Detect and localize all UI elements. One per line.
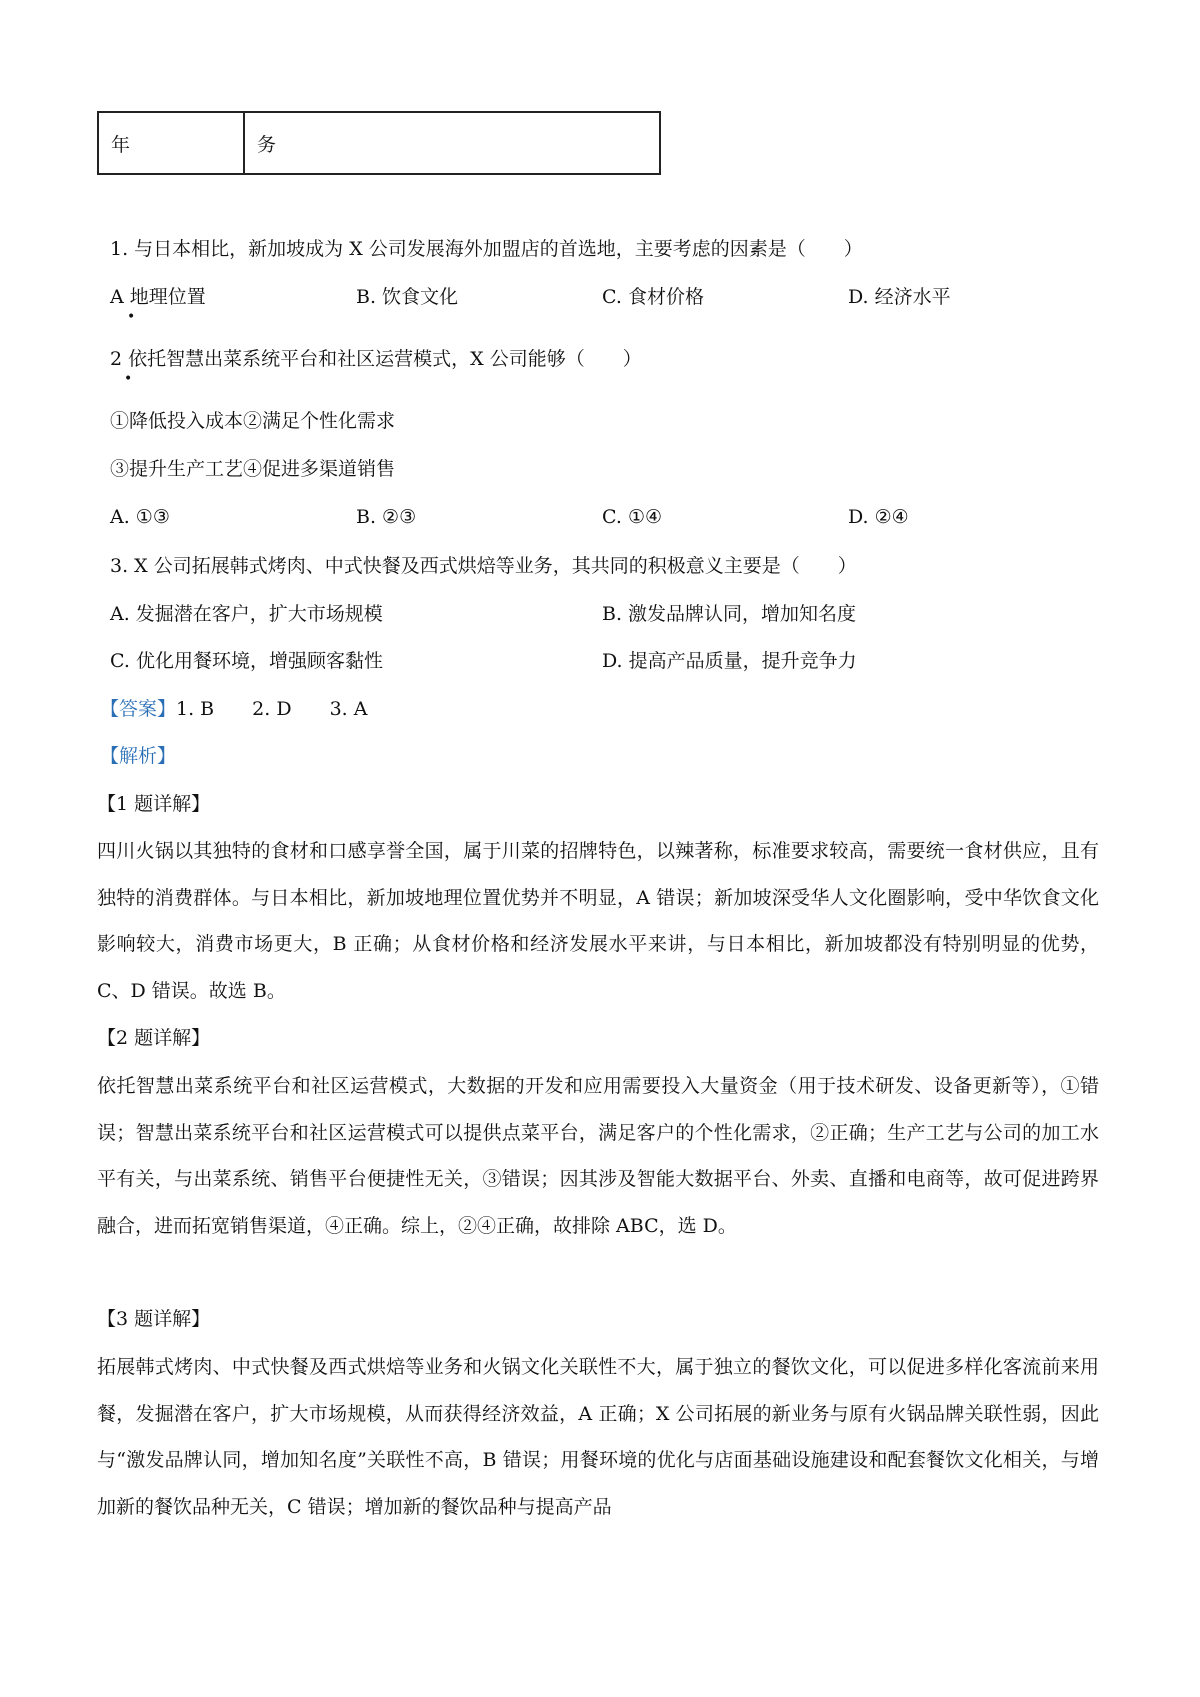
header-table (97, 111, 661, 175)
punctuation-dot: • (127, 309, 136, 325)
question-2-option-a: A. ①③ (110, 506, 170, 528)
question-1-option-a: A 地理位置 (110, 286, 206, 308)
question-3-stem: 3. X 公司拓展韩式烤肉、中式快餐及西式烘焙等业务，其共同的积极意义主要是（ ） (110, 555, 857, 577)
question-3-option-b: B. 激发品牌认同，增加知名度 (602, 603, 857, 625)
question-3-option-a: A. 发掘潜在客户，扩大市场规模 (110, 603, 383, 625)
question-3-option-c: C. 优化用餐环境，增强顾客黏性 (110, 650, 383, 672)
question-1-option-c: C. 食材价格 (602, 286, 704, 308)
punctuation-dot: • (124, 371, 133, 387)
answer-item: 3. A (329, 698, 368, 720)
table-cell: 年 (98, 112, 244, 174)
table-row (98, 112, 660, 174)
detail-3-text: 拓展韩式烤肉、中式快餐及西式烘焙等业务和火锅文化关联性不大，属于独立的餐饮文化，可以促进多样化客流前来用餐，发掘潜在客户，扩大市场规模，从而获得经济效益，A 正确；X 公司拓展的新业务与原有火锅品牌关联性弱，因此与“激发品牌认同，增加知名度”关联性不高，B 错误；用餐环境的优化与店面基础设施建设和配套餐饮文化相关，与增加新的餐饮品种无关，C 错误；增加新的餐饮品种与提高产品 (97, 1356, 1099, 1518)
question-1-stem: 1. 与日本相比，新加坡成为 X 公司发展海外加盟店的首选地，主要考虑的因素是（ ） (110, 238, 863, 260)
question-2-stem: 2 依托智慧出菜系统平台和社区运营模式，X 公司能够（ ） (110, 348, 642, 370)
question-2-statements-1: ①降低投入成本②满足个性化需求 (110, 410, 396, 432)
detail-1-title: 【1 题详解】 (97, 793, 211, 815)
question-2-option-c: C. ①④ (602, 506, 663, 528)
analysis-tag: 【解析】 (100, 745, 177, 767)
table-cell: 务 (244, 112, 660, 174)
answer-item: 1. B (176, 698, 215, 720)
detail-3-title: 【3 题详解】 (97, 1308, 211, 1330)
detail-1-text: 四川火锅以其独特的食材和口感享誉全国，属于川菜的招牌特色，以辣著称，标准要求较高，需要统一食材供应，且有独特的消费群体。与日本相比，新加坡地理位置优势并不明显，A 错误；新加坡深受华人文化圈影响，受中华饮食文化影响较大，消费市场更大，B 正确；从食材价格和经济发展水平来讲，与日本相比，新加坡都没有特别明显的优势，C、D 错误。故选 B。 (97, 840, 1099, 1002)
question-2-statements-2: ③提升生产工艺④促进多渠道销售 (110, 458, 396, 480)
question-2-option-d: D. ②④ (848, 506, 909, 528)
question-1-option-d: D. 经济水平 (848, 286, 951, 308)
answer-line (100, 696, 367, 722)
detail-2-text: 依托智慧出菜系统平台和社区运营模式，大数据的开发和应用需要投入大量资金（用于技术研发、设备更新等），①错误；智慧出菜系统平台和社区运营模式可以提供点菜平台，满足客户的个性化需求，②正确；生产工艺与公司的加工水平有关，与出菜系统、销售平台便捷性无关，③错误；因其涉及智能大数据平台、外卖、直播和电商等，故可促进跨界融合，进而拓宽销售渠道，④正确。综上，②④正确，故排除 ABC，选 D。 (97, 1075, 1099, 1237)
answer-tag: 【答案】 (100, 698, 177, 720)
question-1-option-b: B. 饮食文化 (356, 286, 459, 308)
question-2-option-b: B. ②③ (356, 506, 417, 528)
question-3-option-d: D. 提高产品质量，提升竞争力 (602, 650, 857, 672)
detail-2-title: 【2 题详解】 (97, 1027, 211, 1049)
answer-item: 2. D (252, 698, 292, 720)
